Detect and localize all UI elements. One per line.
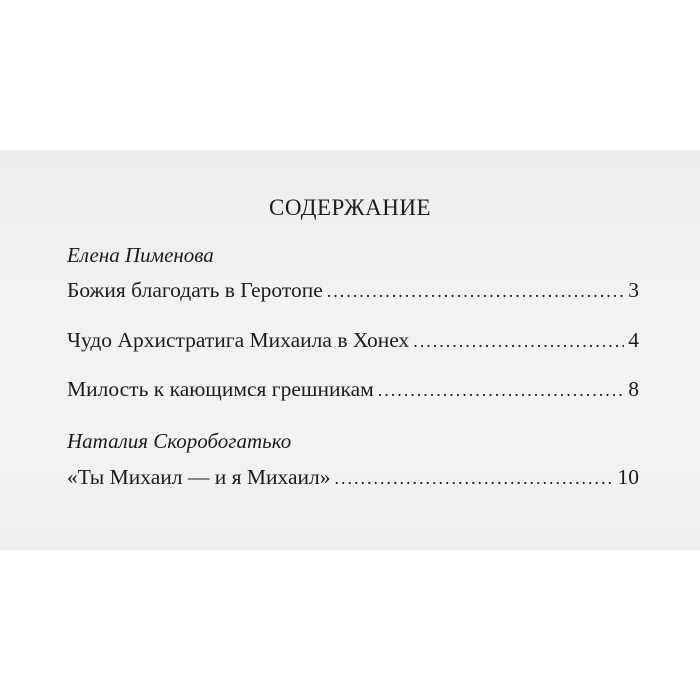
page-number: 3 (628, 278, 639, 302)
page-number: 8 (628, 377, 639, 401)
entry-title: Чудо Архистратига Михаила в Хонех (67, 328, 410, 352)
entry-title: «Ты Михаил — и я Михаил» (67, 465, 331, 489)
book-page (0, 150, 700, 550)
toc-entry (67, 465, 639, 490)
entry-title: Божия благодать в Геротопе (67, 278, 323, 302)
author-name: Елена Пименова (67, 243, 214, 267)
dot-leader (378, 380, 625, 401)
toc-entry (67, 328, 639, 353)
toc-entry (67, 377, 639, 402)
toc-entry (67, 278, 639, 303)
page-number: 4 (628, 328, 639, 352)
entry-title: Милость к кающимся грешникам (67, 377, 374, 401)
dot-leader (413, 331, 624, 352)
page-number: 10 (617, 465, 639, 489)
dot-leader (327, 281, 624, 302)
dot-leader (335, 468, 614, 489)
author-name: Наталия Скоробогатько (67, 429, 292, 453)
contents-heading: СОДЕРЖАНИЕ (268, 195, 431, 220)
